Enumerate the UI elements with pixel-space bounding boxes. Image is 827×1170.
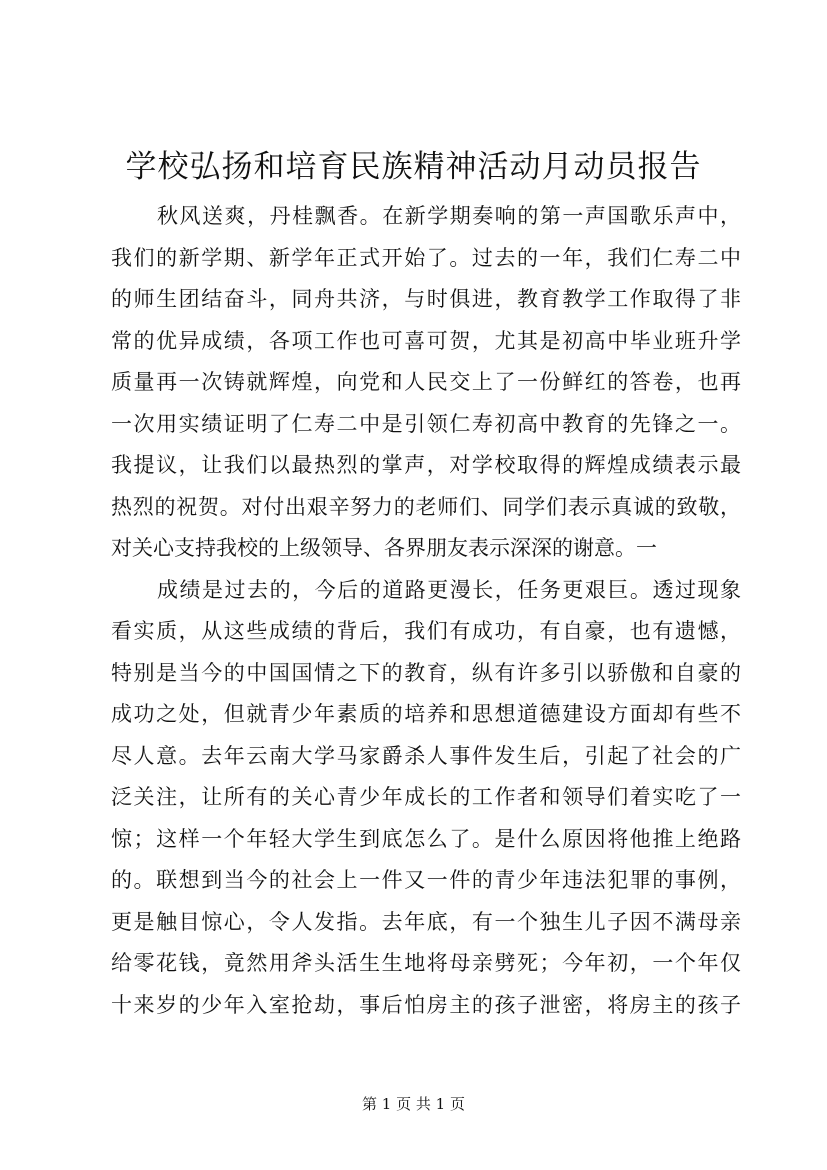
paragraph-1-line-3: 的师生团结奋斗，同舟共济，与时俱进，教育教学工作取得了非 (111, 287, 741, 311)
paragraph-2-line-11: 十来岁的少年入室抢劫，事后怕房主的孩子泄密，将房主的孩子 (111, 992, 741, 1017)
paragraph-2-line-9: 更是触目惊心，令人发指。去年底，有一个独生儿子因不满母亲 (111, 909, 741, 934)
paragraph-2-line-7: 惊；这样一个年轻大学生到底怎么了。是什么原因将他推上绝路 (111, 826, 741, 851)
paragraph-1-line-2: 我们的新学期、新学年正式开始了。过去的一年，我们仁寿二中 (111, 245, 741, 270)
paragraph-1-line-6: 一次用实绩证明了仁寿二中是引领仁寿初高中教育的先锋之一。 (111, 411, 741, 436)
paragraph-2-line-4: 成功之处，但就青少年素质的培养和思想道德建设方面却有些不 (111, 702, 741, 726)
paragraph-2-line-5: 尽人意。去年云南大学马家爵杀人事件发生后，引起了社会的广 (111, 743, 741, 768)
document-body (111, 196, 741, 1026)
paragraph-1-line-9: 对关心支持我校的上级领导、各界朋友表示深深的谢意。一 (111, 536, 657, 560)
paragraph-1-line-4: 常的优异成绩，各项工作也可喜可贺，尤其是初高中毕业班升学 (111, 328, 741, 353)
paragraph-1-line-5: 质量再一次铸就辉煌，向党和人民交上了一份鲜红的答卷，也再 (111, 370, 741, 394)
paragraph-2-line-2: 看实质，从这些成绩的背后，我们有成功，有自豪，也有遗憾， (111, 619, 741, 643)
page-footer: 第 1 页 共 1 页 (362, 1095, 465, 1113)
paragraph-2-line-1: 成绩是过去的，今后的道路更漫长，任务更艰巨。透过现象 (157, 577, 741, 602)
paragraph-2-line-6: 泛关注，让所有的关心青少年成长的工作者和领导们着实吃了一 (111, 785, 741, 809)
paragraph-1-line-7: 我提议，让我们以最热烈的掌声，对学校取得的辉煌成绩表示最 (111, 453, 741, 477)
document-title: 学校弘扬和培育民族精神活动月动员报告 (125, 149, 702, 185)
paragraph-2-line-8: 的。联想到当今的社会上一件又一件的青少年违法犯罪的事例， (111, 868, 741, 892)
paragraph-1-line-1: 秋风送爽，丹桂飘香。在新学期奏响的第一声国歌乐声中， (157, 204, 741, 228)
paragraph-1-line-8: 热烈的祝贺。对付出艰辛努力的老师们、同学们表示真诚的致敬， (111, 494, 741, 519)
paragraph-2-line-10: 给零花钱，竟然用斧头活生生地将母亲劈死；今年初，一个年仅 (111, 951, 741, 975)
paragraph-2-line-3: 特别是当今的中国国情之下的教育，纵有许多引以骄傲和自豪的 (111, 660, 741, 685)
